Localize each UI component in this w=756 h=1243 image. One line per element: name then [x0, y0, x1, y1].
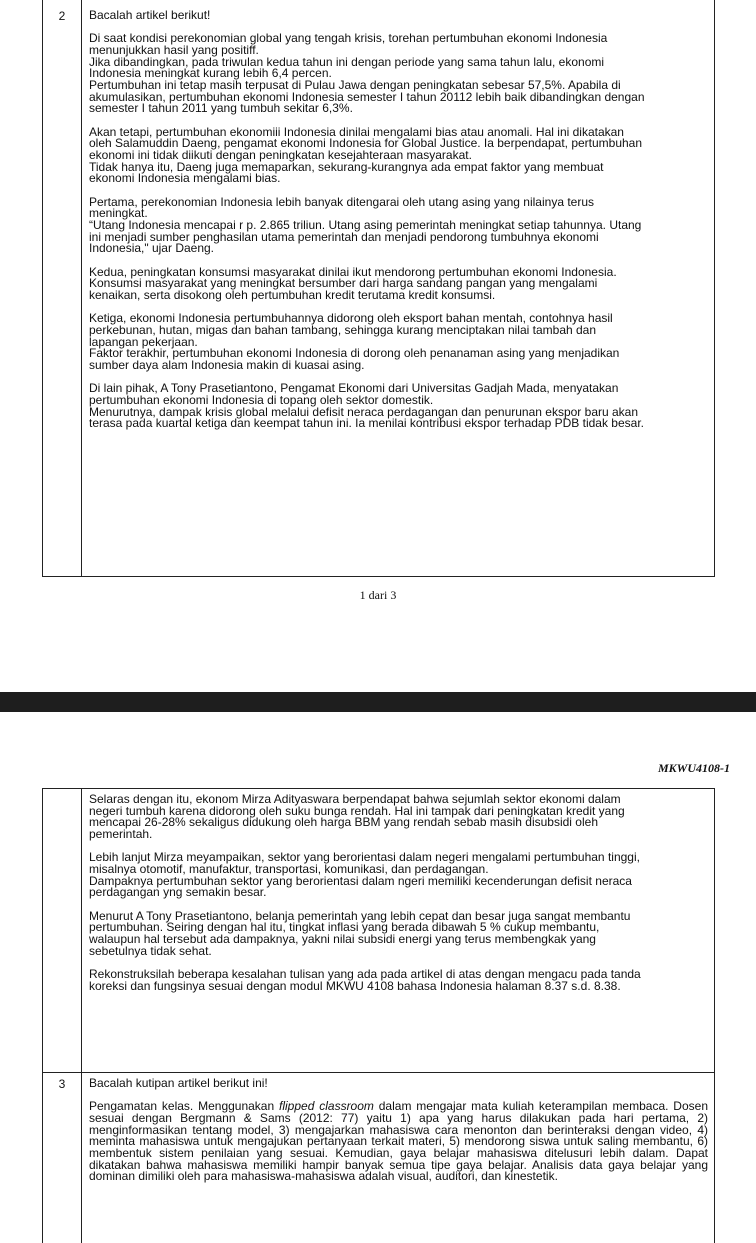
excerpt-italic-term: flipped classroom — [279, 1099, 374, 1114]
paragraph — [89, 194, 708, 256]
text-line: Indonesia," ujar Daeng. — [89, 241, 215, 256]
paragraph — [89, 852, 708, 899]
text-line: Konsumsi masyarakat yang meningkat bersumber dari harga sandang pangan yang mengalami — [89, 276, 598, 291]
text-line: mencapai 26-28% sekaligus didukung oleh harga BBM yang rendah sebab masih disubsidi oleh — [89, 815, 598, 830]
text-line: ekonomi Indonesia mengalami bias. — [89, 171, 281, 186]
question-intro: Bacalah kutipan artikel berikut ini! — [89, 1076, 268, 1090]
paragraph — [89, 124, 708, 186]
text-line: negeri tumbuh karena didorong oleh suku bunga rendah. Hal ini tampak dari peningkatan kredit yang — [89, 803, 625, 818]
text-line: Dampaknya pertumbuhan sektor yang berorientasi dalam ngeri memiliki kecenderungan defisit neraca — [89, 873, 632, 888]
text-line: Selaras dengan itu, ekonom Mirza Adityaswara berpendapat bahwa sejumlah sektor ekonomi dalam — [89, 792, 621, 806]
text-line: lapangan pekerjaan. — [89, 334, 198, 349]
text-line: Faktor terakhir, pertumbuhan ekonomi Indonesia di dorong oleh penanaman asing yang menjadikan — [89, 346, 620, 361]
text-line: misalnya otomotif, manufaktur, transportasi, komunikasi, dan perdagangan. — [89, 862, 489, 877]
text-line: oleh Salamuddin Daeng, pengamat ekonomi Indonesia for Global Justice. Ia berpendapat, pertumbuhan — [89, 136, 643, 151]
text-line: Lebih lanjut Mirza meyampaikan, sektor yang berorientasi dalam negeri mengalami pertumbuhan tinggi, — [89, 850, 640, 865]
article-body-continued — [89, 794, 708, 992]
question-3-content — [89, 1078, 708, 1183]
text-line: Menurutnya, dampak krisis global melalui defisit neraca perdagangan dan penurunan ekspor baru akan — [89, 404, 639, 419]
text-line: terasa pada kuartal ketiga dan keempat tahun ini. Ia menilai kontribusi ekspor terhadap PDB tidak besar. — [89, 416, 644, 431]
text-line: sebetulnya tidak sehat. — [89, 943, 212, 958]
question-content — [89, 10, 708, 430]
text-line: pertumbuhan ekonomi Indonesia di topang oleh sektor domestik. — [89, 392, 434, 407]
text-line: menunjukkan hasil yang positiff. — [89, 42, 259, 57]
text-line: Kedua, peningkatan konsumsi masyarakat dinilai ikut mendorong pertumbuhan ekonomi Indonesia. — [89, 264, 617, 279]
article-body — [89, 33, 708, 430]
text-line: ekonomi ini tidak diikuti dengan peningkatan kesejahteraan masyarakat. — [89, 148, 472, 163]
text-line: perdagangan yng semakin besar. — [89, 885, 267, 900]
question-intro: Bacalah artikel berikut! — [89, 8, 211, 22]
text-line: Di saat kondisi perekonomian global yang tengah krisis, torehan pertumbuhan ekonomi Indonesia — [89, 31, 608, 46]
question-table-page2 — [42, 788, 715, 1243]
row-number: 3 — [58, 1077, 66, 1091]
text-line: Pertama, perekonomian Indonesia lebih banyak ditengarai oleh utang asing yang nilainya terus — [89, 194, 595, 209]
text-line: pemerintah. — [89, 827, 153, 842]
text-line: koreksi dan fungsinya sesuai dengan modul MKWU 4108 bahasa Indonesia halaman 8.37 s.d. 8.38. — [89, 978, 621, 993]
text-line: “Utang Indonesia mencapai r p. 2.865 triliun. Utang asing pemerintah meningkat setiap tahunnya. Utang — [89, 218, 642, 233]
page-separator — [0, 692, 756, 712]
text-line: pertumbuhan. Seiring dengan hal itu, tingkat inflasi yang berada dibawah 5 % cukup membantu, — [89, 920, 600, 935]
text-line: Menurut A Tony Prasetiantono, belanja pemerintah yang lebih cepat dan besar juga sangat membantu — [89, 908, 631, 923]
text-line: akumulasikan, pertumbuhan ekonomi Indonesia semester I tahun 20112 lebih baik dibandingkan dengan — [89, 89, 645, 104]
paragraph — [89, 966, 708, 993]
text-line: Jika dibandingkan, pada triwulan kedua tahun ini dengan periode yang sama tahun lalu, ekonomi — [89, 54, 605, 69]
text-line: kenaikan, serta disokong oleh pertumbuhan kredit terutama kredit konsumsi. — [89, 288, 496, 303]
question-table-page1 — [42, 0, 715, 577]
paragraph — [89, 908, 708, 958]
paragraph — [89, 313, 708, 372]
text-line: walaupun hal tersebut ada dampaknya, yakni nilai subsidi energi yang terus membengkak yang — [89, 932, 596, 947]
article-excerpt — [89, 1101, 708, 1183]
text-line: semester I tahun 2011 yang tumbuh sekitar 6,3%. — [89, 101, 353, 116]
column-divider — [81, 789, 82, 1243]
text-line: sumber daya alam Indonesia makin di kuasai asing. — [89, 358, 365, 373]
paragraph — [89, 264, 708, 303]
column-divider — [81, 0, 82, 576]
text-line: Tidak hanya itu, Daeng juga memaparkan, sekurang-kurangnya ada empat faktor yang membuat — [89, 159, 604, 174]
text-line: meningkat. — [89, 206, 148, 221]
paragraph — [89, 794, 708, 841]
excerpt-text-end: dalam mengajar mata kuliah keterampilan membaca. Dosen sesuai dengan Bergmann & Sams (2012: 77) yaitu 1) apa yang harus dilakukan pada hari pertama, 2) menginformasikan tentang model, 3) mengajarkan mahasiswa cara menonton dan berinteraksi dengan video, 4) meminta mahasiswa untuk mengajukan pertanyaan terkait materi, 5) mendorong siswa untuk saling membantu, 6) membentuk sistem penilaian yang sesuai. Kemudian, gaya belajar mahasiswa ditelusuri lebih dalam. Dapat dikatakan bahwa mahasiswa memiliki hampir banyak semua tipe gaya belajar. Analisis data gaya belajar yang dominan dimiliki oleh para mahasiswa-mahasiswa adalah visual, auditori, dan kinestetik. — [89, 1099, 708, 1184]
text-line: Rekonstruksilah beberapa kesalahan tulisan yang ada pada artikel di atas dengan mengacu pada tanda — [89, 966, 641, 981]
row-number: 2 — [58, 9, 66, 23]
text-line: Indonesia meningkat kurang lebih 6,4 percen. — [89, 66, 332, 81]
text-line: ini menjadi sumber penghasilan utama pemerintah dan menjadi pendorong tumbuhnya ekonomi — [89, 229, 599, 244]
text-line: Pertumbuhan ini tetap masih terpusat di Pulau Jawa dengan peningkatan sebesar 57,5%. Apabila di — [89, 78, 621, 93]
text-line: Akan tetapi, pertumbuhan ekonomiii Indonesia dinilai mengalami bias atau anomali. Hal ini dikatakan — [89, 124, 624, 139]
continued-content — [89, 794, 708, 992]
text-line: Di lain pihak, A Tony Prasetiantono, Pengamat Ekonomi dari Universitas Gadjah Mada, menyatakan — [89, 381, 619, 396]
paragraph — [89, 33, 708, 115]
paragraph — [89, 383, 708, 430]
text-line: perkebunan, hutan, migas dan bahan tambang, sehingga kurang menciptakan nilai tambah dan — [89, 322, 597, 337]
document-code: MKWU4108-1 — [657, 761, 730, 775]
excerpt-text-start: Pengamatan kelas. Menggunakan — [89, 1099, 280, 1114]
text-line: Ketiga, ekonomi Indonesia pertumbuhannya didorong oleh eksport bahan mentah, contohnya hasil — [89, 311, 613, 326]
row-divider — [43, 1072, 714, 1073]
page-number-footer: 1 dari 3 — [359, 588, 397, 602]
